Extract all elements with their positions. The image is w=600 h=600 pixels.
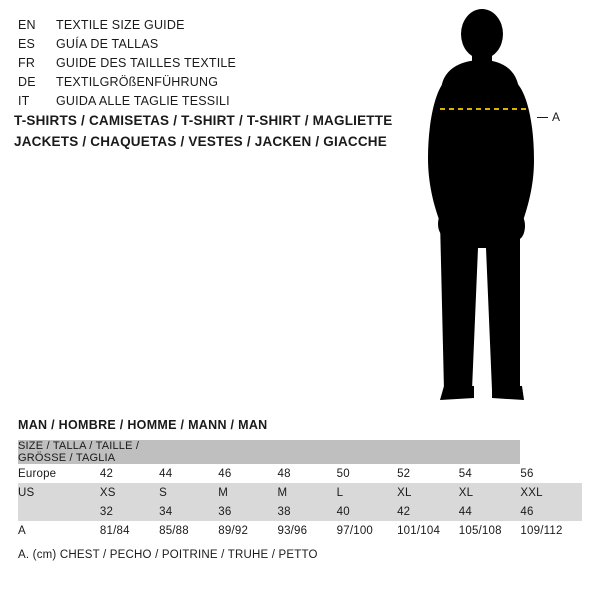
legend-text: TEXTILE SIZE GUIDE (56, 18, 185, 32)
row-value: 50 (337, 464, 397, 483)
table-header-pad (159, 440, 218, 464)
table-row (18, 502, 582, 521)
row-value: 40 (337, 502, 397, 521)
row-value: 32 (100, 502, 159, 521)
table-title: MAN / HOMBRE / HOMME / MANN / MAN (18, 418, 268, 432)
table-header-pad (277, 440, 336, 464)
row-value: 42 (100, 464, 159, 483)
row-value: 93/96 (277, 521, 336, 540)
legend-code: ES (18, 37, 36, 51)
row-label: Europe (18, 464, 100, 483)
legend-text: GUIDE DES TAILLES TEXTILE (56, 56, 237, 70)
row-value: L (337, 483, 397, 502)
silhouette-icon (400, 8, 600, 408)
row-value: 105/108 (459, 521, 521, 540)
marker-leader-line (537, 117, 548, 118)
legend-code: FR (18, 56, 36, 70)
row-label (18, 502, 100, 521)
footnote: A. (cm) CHEST / PECHO / POITRINE / TRUHE / PETTO (18, 549, 318, 561)
row-value: 56 (520, 464, 582, 483)
legend-text: GUÍA DE TALLAS (56, 37, 159, 51)
row-value: 42 (397, 502, 459, 521)
table-row (18, 521, 582, 540)
row-value: 36 (218, 502, 277, 521)
legend-code: IT (18, 94, 30, 108)
row-value: 97/100 (337, 521, 397, 540)
row-value: XS (100, 483, 159, 502)
table-row (18, 483, 582, 502)
table-header-pad (337, 440, 397, 464)
row-value: 89/92 (218, 521, 277, 540)
row-value: XL (397, 483, 459, 502)
row-value: M (277, 483, 336, 502)
legend-text: TEXTILGRÖßENFÜHRUNG (56, 75, 219, 89)
row-label: US (18, 483, 100, 502)
category-jackets: JACKETS / CHAQUETAS / VESTES / JACKEN / GIACCHE (14, 134, 387, 149)
row-value: XXL (520, 483, 582, 502)
legend-code: DE (18, 75, 36, 89)
row-value: 38 (277, 502, 336, 521)
table-row (18, 464, 582, 483)
row-value: 46 (218, 464, 277, 483)
category-headings (14, 110, 414, 152)
row-value: 48 (277, 464, 336, 483)
table-header-pad (459, 440, 521, 464)
chest-marker-label: A (552, 110, 561, 124)
row-value: S (159, 483, 218, 502)
table-header-pad (397, 440, 459, 464)
male-silhouette-figure (400, 8, 600, 408)
row-value: 46 (520, 502, 582, 521)
legend-row (18, 54, 378, 73)
row-value: 54 (459, 464, 521, 483)
legend-row (18, 16, 378, 35)
category-tshirts: T-SHIRTS / CAMISETAS / T-SHIRT / T-SHIRT / MAGLIETTE (14, 113, 393, 128)
language-legend (18, 16, 378, 111)
row-value: 34 (159, 502, 218, 521)
legend-row (18, 92, 378, 111)
row-label: A (18, 521, 100, 540)
row-value: 109/112 (520, 521, 582, 540)
row-value: 44 (459, 502, 521, 521)
row-value: 44 (159, 464, 218, 483)
legend-row (18, 35, 378, 54)
row-value: 81/84 (100, 521, 159, 540)
row-value: 85/88 (159, 521, 218, 540)
table-header-label: SIZE / TALLA / TAILLE / GRÖSSE / TAGLIA (18, 440, 159, 464)
legend-row (18, 73, 378, 92)
row-value: 52 (397, 464, 459, 483)
table-header-pad (218, 440, 277, 464)
row-value: 101/104 (397, 521, 459, 540)
row-value: XL (459, 483, 521, 502)
table-header-row (18, 440, 582, 464)
row-value: M (218, 483, 277, 502)
legend-text: GUIDA ALLE TAGLIE TESSILI (56, 94, 230, 108)
legend-code: EN (18, 18, 36, 32)
size-table (18, 440, 582, 540)
